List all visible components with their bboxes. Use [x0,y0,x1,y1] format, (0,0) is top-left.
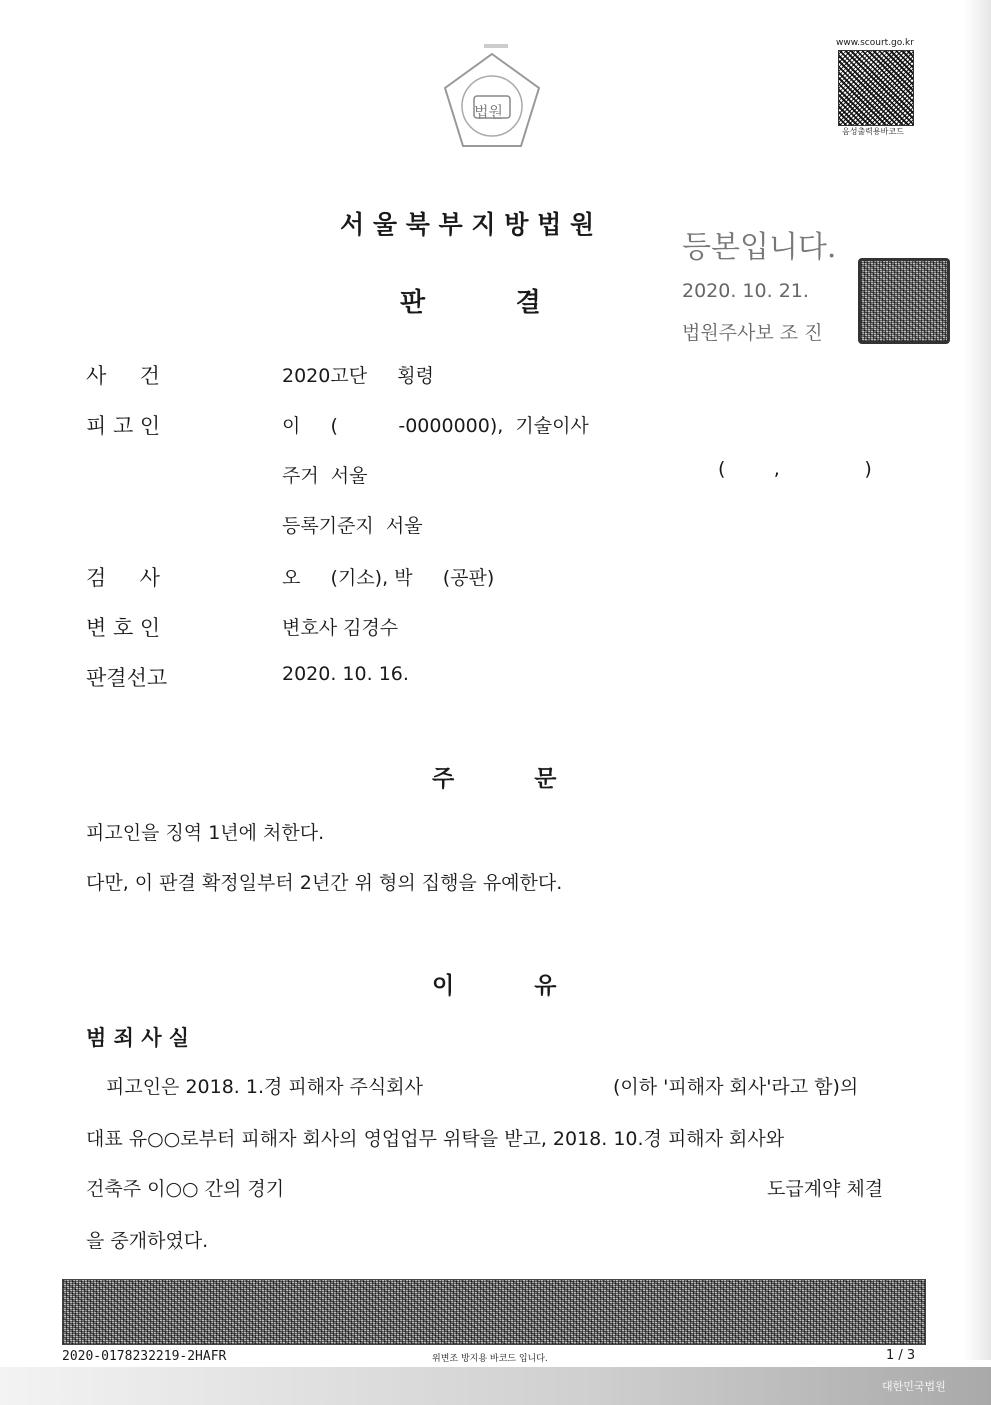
qr-code-icon [838,50,914,126]
ruling-line: 피고인을 징역 1년에 처한다. [86,822,325,844]
ruling-heading: 주 문 [432,766,557,792]
address-extra: ( , ) [718,458,872,480]
certified-copy-label: 등본입니다. [682,230,837,265]
case-info-label: 변 호 인 [86,616,161,640]
case-info-value: 2020. 10. 16. [282,663,409,685]
website-url: www.scourt.go.kr [836,38,914,48]
reason-line: 대표 유○○로부터 피해자 회사의 영업업무 위탁을 받고, 2018. 10.경 피해자 회사와 [86,1128,785,1150]
reason-line: 건축주 이○○ 간의 경기 [86,1178,285,1200]
case-info-label: 검 사 [86,566,160,590]
page-number: 1 / 3 [886,1348,916,1363]
reason-line-right: 도급계약 체결 [767,1178,884,1200]
case-info-value: 2020고단 횡령 [282,365,434,387]
top-mark [484,44,508,48]
case-info-label: 피 고 인 [86,414,161,438]
reasons-heading: 이 유 [432,973,557,999]
official-stamp [858,258,950,344]
court-seal-text: 법원 [474,103,503,121]
case-info-value: 변호사 김경수 [282,617,399,639]
document-code: 2020-0178232219-2HAFR [62,1349,227,1364]
issuer-label: 대한민국법원 [882,1380,946,1393]
case-info-value: 주거 서울 [282,465,368,487]
qr-caption: 음성출력용바코드 [842,127,904,136]
reason-line: 을 중개하였다. [86,1230,209,1252]
case-info-label: 사 건 [86,364,160,388]
case-info-value: 이 ( -0000000), 기술이사 [282,415,589,437]
reason-line-right: (이하 '피해자 회사'라고 함)의 [613,1076,859,1098]
court-name: 서 울 북 부 지 방 법 원 [340,210,595,239]
ruling-line: 다만, 이 판결 확정일부터 2년간 위 형의 집행을 유예한다. [86,872,563,894]
case-info-label: 판결선고 [86,666,168,690]
certified-by: 법원주사보 조 진 [682,322,823,344]
page-edge-shadow [963,0,991,1360]
anti-forgery-barcode [62,1279,926,1345]
barcode-note: 위변조 방지용 바코드 입니다. [432,1354,548,1364]
certified-date: 2020. 10. 21. [682,280,809,302]
crime-facts-subheading: 범 죄 사 실 [86,1026,190,1050]
reason-line: 피고인은 2018. 1.경 피해자 주식회사 [106,1076,423,1098]
case-info-value: 오 (기소), 박 (공판) [282,567,495,589]
document-title: 판 결 [400,288,541,318]
bottom-bar [0,1367,991,1405]
case-info-value: 등록기준지 서울 [282,515,423,537]
